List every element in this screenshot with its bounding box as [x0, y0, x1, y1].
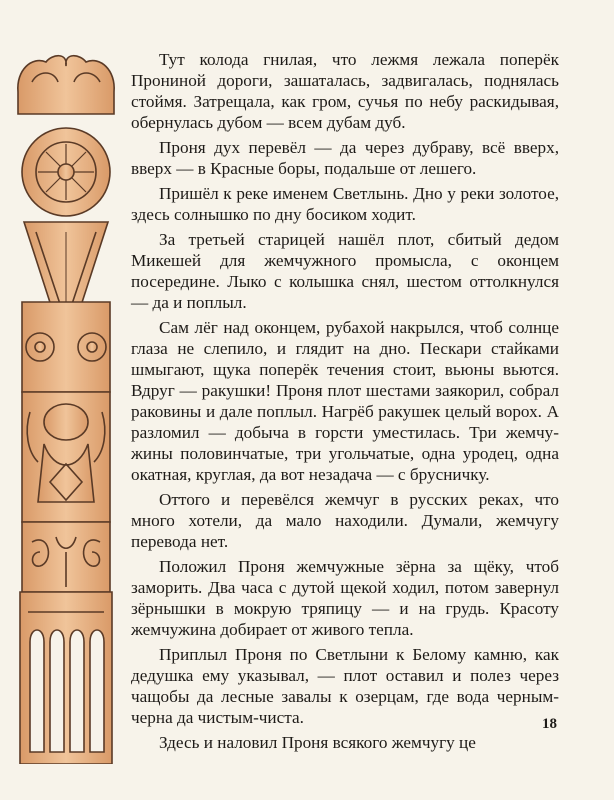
paragraph-6: Оттого и перевёлся жемчуг в русских реках, что много хотели, да мало находили. Думали, жемчугу перевода нет. — [131, 490, 559, 551]
paragraph-5: Сам лёг над оконцем, рубахой накрылся, чтоб солнце глаза не слепило, и глядит на дно. Пескари стайками шмыгают, щука поперёк течения стоит, вьюны вьются. Вдруг — ракушки! Проня плот шестами заякорил, собрал раковины и дале поплыл. Нагрёб ракушек целый ворох. А разломил — добыча в горсти уместилась. Три жемчужины половинчатые, три угольчатые, одна уродец, одна окатная, круглая, да вот незадача — с брусничку. — [131, 318, 559, 484]
paragraph-7: Положил Проня жемчужные зёрна за щёку, чтоб заморить. Два часа с дутой щекой ходил, потом завернул зёрнышки в мокрую тряпицу — и на грудь. Красоту жемчужина добирает от живого тепла. — [131, 557, 559, 639]
paragraph-9: Здесь и наловил Проня всякого жемчугу це — [159, 733, 476, 752]
carved-wooden-ornament — [10, 52, 122, 764]
paragraph-4: За третьей старицей нашёл плот, сбитый дедом Микешей для жемчужного промысла, с оконцем посередине. Лыко с колышка снял, шестом оттолкнулся — да и поплыл. — [131, 230, 559, 312]
paragraph-2: Проня дух перевёл — да через дубраву, всё вверх, вверх — в Красные боры, подальше от лешего. — [131, 138, 559, 178]
paragraph-8: Приплыл Проня по Светлыни к Белому камню, как дедушка ему указывал, — плот оставил и полез через чащобы да лесные завалы к озерцам, где вода черным-черна да чистым-чиста. — [131, 645, 559, 727]
page-number: 18 — [542, 716, 557, 732]
paragraph-1: Тут колода гнилая, что лежмя лежала поперёк Прониной дороги, зашаталась, задвигалась, поднялась стоймя. Затрещала, как гром, сучья по небу раскидывая, обернулась дубом — всем дубам дуб. — [131, 50, 559, 132]
paragraph-3: Пришёл к реке именем Светлынь. Дно у реки золотое, здесь солнышко по дну босиком ходит. — [131, 184, 559, 224]
story-text — [131, 49, 559, 757]
